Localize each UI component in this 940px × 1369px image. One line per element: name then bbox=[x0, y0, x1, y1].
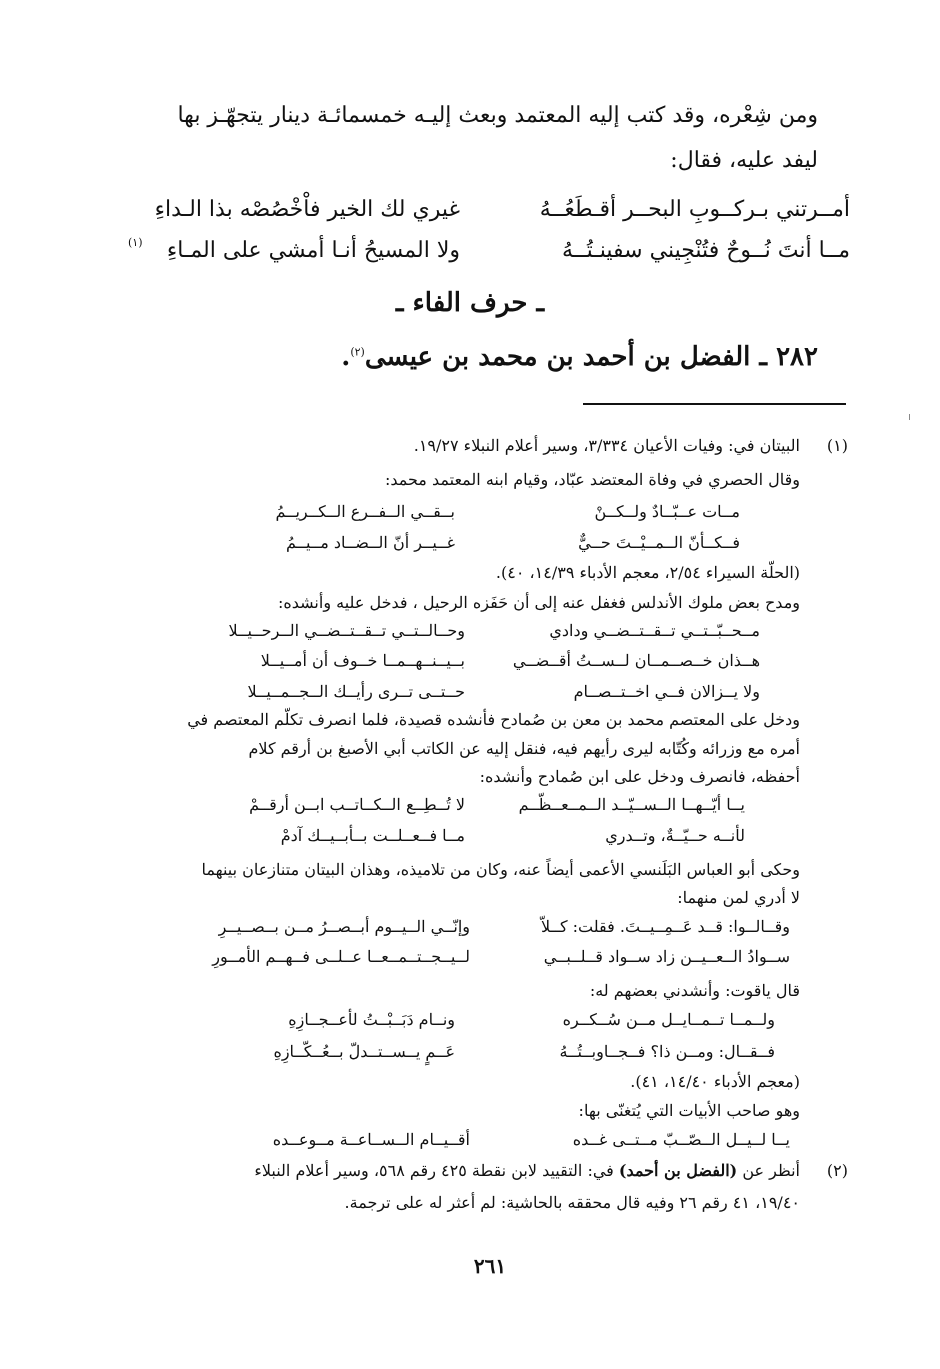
footnote-1-line-2: وقال الحصري في وفاة المعتضد عبّاد، وقيام ابنه المعتمد محمد: bbox=[384, 470, 800, 489]
footnote-verse-11-a: فــقــال: ومــن ذا؟ فــجــاوبــتُــهُ bbox=[559, 1042, 775, 1061]
poem-verse-1-second-half: غيري لك الخير فاْخْصُصْه بذا الـداءِ bbox=[154, 197, 460, 222]
footnote-verse-6-a: يــا أيّــهــا الــســيّــد الــمــعــظّــم bbox=[518, 795, 745, 814]
margin-mark bbox=[909, 414, 910, 420]
footnote-verse-10-b: ونــام دَبَــبْــتُ لأعــجــازِهِ bbox=[288, 1010, 455, 1029]
footnote-verse-9-b: لــيــجــتــمــعــا عــلــى فــهــم الأمــورِ bbox=[212, 947, 470, 966]
footnote-1-line-1: البيتان في: وفيات الأعيان ٣/٣٣٤، وسير أعلام النبلاء ١٩/٢٧. bbox=[413, 436, 800, 455]
footnote-2-line-2: ١٩/٤٠، ٤١ رقم ٢٦ وفيه قال محققه بالحاشية: لم أعثر له على ترجمة. bbox=[344, 1193, 800, 1212]
footnote-1-line-9: لا أدري لمن منهما: bbox=[677, 888, 800, 907]
footnote-2-subject: (الفضل بن أحمد) bbox=[618, 1161, 738, 1180]
footnote-verse-8-b: وإنّــي الــيــوم أبــصــرُ مــن بــصــيــرِ bbox=[218, 917, 470, 936]
footnote-separator bbox=[583, 403, 846, 405]
intro-line-1: ومن شِعْره، وقد كتب إليه المعتمد وبعث إليـه خمسمائـة دينار يتجهّـز بها bbox=[177, 103, 818, 128]
footnote-1-line-3: (الحلّة السيراء ٢/٥٤، معجم الأدباء ١٤/٣٩، ٤٠). bbox=[495, 563, 800, 582]
footnote-verse-4-a: هــذان خــصــمــان لــســتُ أقــضــي bbox=[512, 651, 760, 670]
footnote-2-prefix: أنظر عن bbox=[742, 1161, 800, 1180]
footnote-verse-10-a: ولــمــا تــمــايــل مــن سُــكــره bbox=[562, 1010, 775, 1029]
footnote-verse-5-a: ولا يــزالان فــي اخــتــصــام bbox=[573, 682, 760, 701]
footnote-verse-5-b: حــتــى تــرى رأيــك الــجــمــيــلا bbox=[247, 682, 465, 701]
footnote-verse-7-a: لأنــه حــيّــةٌ، وتــدري bbox=[605, 826, 745, 845]
footnote-marker-2: (٢) bbox=[350, 345, 365, 359]
footnote-1-line-6: أمره مع وزرائه وكُتّابه ليرى رأيهم فيه، فنقل إليه عن الكاتب أبي الأصبغ بن أرقم كلام bbox=[248, 739, 800, 758]
footnote-marker-1: (١) bbox=[128, 236, 143, 249]
footnote-1-line-11: (معجم الأدباء ١٤/٤٠، ٤١). bbox=[630, 1072, 800, 1091]
footnote-verse-1-a: مــات عــبّــادٌ ولــكــنْ bbox=[594, 502, 740, 521]
section-heading: ـ حرف الفاء ـ bbox=[395, 288, 545, 318]
entry-title: ٢٨٢ ـ الفضل بن أحمد بن محمد بن عيسى bbox=[364, 342, 818, 372]
footnote-2-line-1 bbox=[254, 1161, 800, 1180]
footnote-verse-4-b: بــيــنــهــمــا خــوف أن أمــيــلا bbox=[260, 651, 465, 670]
footnote-verse-12-b: أقــيــام الــســاعــة مــوعــده bbox=[272, 1130, 470, 1149]
intro-line-2: ليفد عليه، فقال: bbox=[670, 148, 818, 173]
footnote-verse-11-b: عَــمٍ يــســتــدلّ بــعُــكّــازِهِ bbox=[273, 1042, 455, 1061]
entry-end: . bbox=[341, 342, 351, 372]
footnote-verse-8-a: وقــالــوا: قــد عَــمِــيــتَ. فقلت: كــلاّ bbox=[541, 917, 790, 936]
poem-verse-1-first-half: أمــرتني بـركــوبِ البحــر أقـطَعُــهُ bbox=[539, 197, 850, 222]
footnote-verse-9-a: ســوادُ الــعــيــن زاد ســواد قــلــبــي bbox=[543, 947, 790, 966]
footnote-verse-6-b: لا تُــطِــع الــكــاتــب ابــن أرقــمْ bbox=[249, 795, 465, 814]
footnote-verse-12-a: يــا لــيــل الــصّــبّ مــتــى غــده bbox=[572, 1130, 790, 1149]
footnote-1-line-8: وحكى أبو العباس البَلَنسي الأعمى أيضاً عنه، وكان من تلاميذه، وهذان البيتان متنازعان بينهما bbox=[201, 860, 800, 879]
footnote-verse-7-b: مــا فــعــلــت بــأبــيــك آدمْ bbox=[280, 826, 465, 845]
footnote-number-2: (٢) bbox=[826, 1161, 848, 1180]
footnote-1-line-10: قال ياقوت: وأنشدني بعضهم له: bbox=[589, 981, 800, 1000]
entry-heading bbox=[341, 342, 818, 372]
page-number: ٢٦١ bbox=[473, 1254, 507, 1278]
footnote-verse-3-a: مــحــبّــتــي تــقــتــضــي ودادي bbox=[549, 621, 760, 640]
footnote-verse-2-a: فــكــأنّ الــمــيْــتَ حــيٌّ bbox=[578, 533, 740, 552]
footnote-1-line-7: أحفظه، فانصرف ودخل على ابن صُمادح وأنشده: bbox=[479, 767, 800, 786]
footnote-2-sources: في: التقييد لابن نقطة ٤٢٥ رقم ٥٦٨، وسير أعلام النبلاء bbox=[254, 1161, 614, 1180]
footnote-1-line-4: ومدح بعض ملوك الأندلس فغفل عنه إلى أن حَفَزه الرحيل ، فدخل عليه وأنشده: bbox=[277, 593, 800, 612]
poem-verse-2-first-half: مــا أنتَ نُــوحٌ فتُنْجِيني سفينـتُــهُ bbox=[562, 238, 850, 263]
footnote-1-line-5: ودخل على المعتصم محمد بن معن بن صُمادح فأنشده قصيدة، فلما انصرف تكلّم المعتصم في bbox=[187, 710, 800, 729]
footnote-1-line-12: وهو صاحب الأبيات التي يُتغنّى بها: bbox=[578, 1101, 800, 1120]
footnote-verse-3-b: وحــالــتــي تــقــتــضــي الــرحــيــلا bbox=[228, 621, 465, 640]
poem-verse-2-second-half: ولا المسيحُ أنـا أمشي على المـاءِ bbox=[166, 238, 460, 263]
footnote-verse-2-b: غــيــر أنّ الــضــاد مــيــمُ bbox=[286, 533, 455, 552]
footnote-verse-1-b: بــقــي الــفــرع الــكــريــمُ bbox=[275, 502, 455, 521]
footnote-number-1: (١) bbox=[826, 436, 848, 455]
